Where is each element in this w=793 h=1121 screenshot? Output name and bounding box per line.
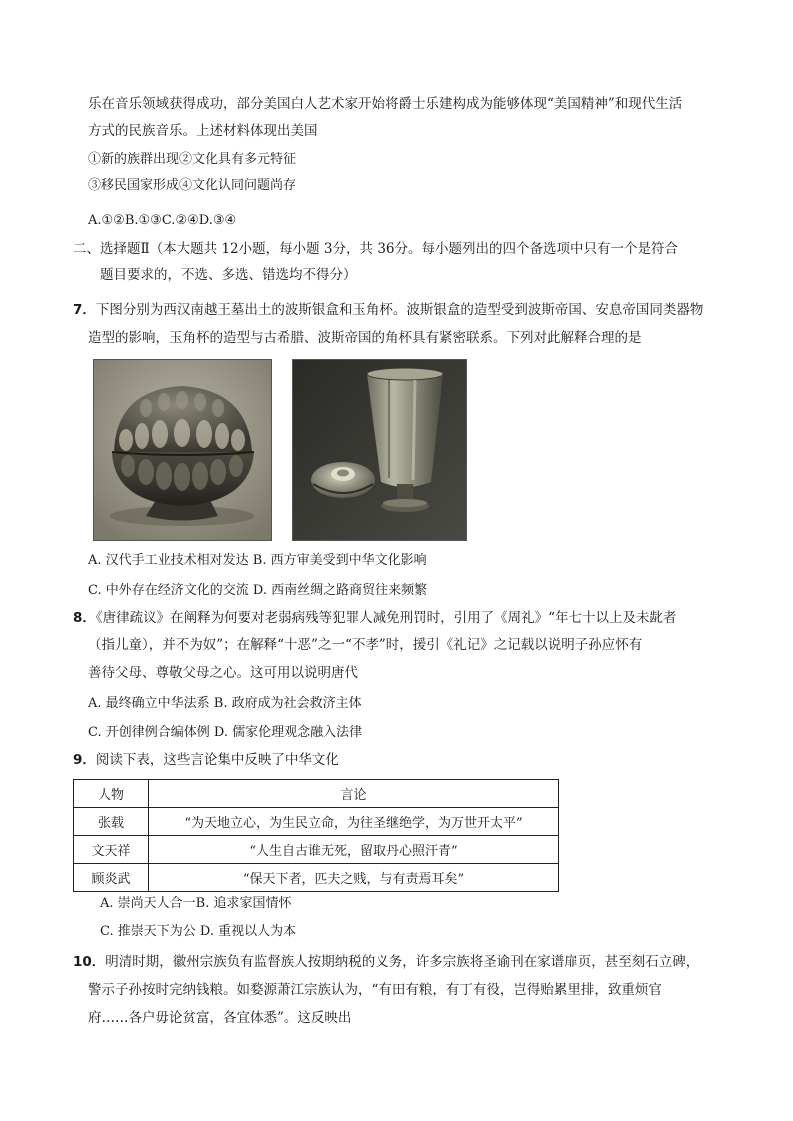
table-cell-quote: “人生自古谁无死，留取丹心照汗青” xyxy=(149,836,559,864)
table-row xyxy=(74,864,559,892)
q8-options-line-2: C. 开创律例合编体例 D. 儒家伦理观念融入法律 xyxy=(88,725,363,740)
table-cell-quote: “为天地立心，为生民立命，为往圣继绝学，为万世开太平” xyxy=(149,808,559,836)
q10-number: 10． xyxy=(73,954,106,970)
q6-text-line-1: 乐在音乐领域获得成功，部分美国白人艺术家开始将爵士乐建构成为能够体现“美国精神”和现代生活 xyxy=(88,96,683,112)
q6-options: A.①②B.①③C.②④D.③④ xyxy=(88,213,237,228)
q10-stem-text-1: 明清时期，徽州宗族负有监督族人按期纳税的义务，许多宗族将圣谕刊在家谱扉页，甚至刻石立碑， xyxy=(105,954,700,970)
q8-stem-line-2: （指儿童），并不为奴”；在解释“十恶”之一“不孝”时，援引《礼记》之记载以说明子孙应怀有 xyxy=(88,637,643,653)
q9-stem-text: 阅读下表，这些言论集中反映了中华文化 xyxy=(95,752,339,768)
table-header-person: 人物 xyxy=(74,780,149,808)
table-cell-person: 顾炎武 xyxy=(74,864,149,892)
table-cell-quote: “保天下者，匹夫之贱，与有责焉耳矣” xyxy=(149,864,559,892)
q7-options-line-1: A. 汉代手工业技术相对发达 B. 西方审美受到中华文化影响 xyxy=(88,553,427,568)
q7-stem-text-1: 下图分别为西汉南越王墓出土的波斯银盒和玉角杯。波斯银盒的造型受到波斯帝国、安息帝国同类器物 xyxy=(95,302,704,318)
q8-stem-text-1: 《唐律疏议》在阐释为何要对老弱病残等犯罪人减免刑罚时，引用了《周礼》“年七十以上及未龀者 xyxy=(95,610,677,626)
q6-items-line-1: ①新的族群出现②文化具有多元特征 xyxy=(88,152,297,167)
q7-stem-line-2: 造型的影响，玉角杯的造型与古希腊、波斯帝国的角杯具有紧密联系。下列对此解释合理的是 xyxy=(88,330,642,346)
q9-table xyxy=(73,779,559,892)
jade-horn-cup-image xyxy=(292,359,467,541)
table-cell-person: 文天祥 xyxy=(74,836,149,864)
q7-number: 7． xyxy=(73,302,96,318)
q9-options-line-1: A. 崇尚天人合一B. 追求家国情怀 xyxy=(100,896,292,911)
table-header-row xyxy=(74,780,559,808)
q9-stem xyxy=(73,750,339,770)
table-row xyxy=(74,808,559,836)
table-cell-person: 张载 xyxy=(74,808,149,836)
q7-options-line-2: C. 中外存在经济文化的交流 D. 西南丝绸之路商贸往来频繁 xyxy=(88,583,428,598)
table-header-quote: 言论 xyxy=(149,780,559,808)
table-row xyxy=(74,836,559,864)
q8-options-line-1: A. 最终确立中华法系 B. 政府成为社会救济主体 xyxy=(88,696,362,711)
q9-number: 9． xyxy=(73,752,96,768)
q8-number: 8． xyxy=(73,610,96,626)
q7-stem-line-1 xyxy=(73,300,703,320)
q10-stem-line-2: 警示子孙按时完纳钱粮。如婺源萧江宗族认为，“有田有粮，有丁有役，岂得贻累里排，致重烦官 xyxy=(88,982,662,998)
q9-options-line-2: C. 推崇天下为公 D. 重视以人为本 xyxy=(100,924,297,939)
q8-stem-line-3: 善待父母、尊敬父母之心。这可用以说明唐代 xyxy=(88,665,358,681)
persian-silver-box-image xyxy=(93,359,272,541)
q10-stem-line-3: 府……各户毋论贫富，各宜体悉”。这反映出 xyxy=(88,1010,352,1026)
section-2-heading-cont: 题目要求的，不选、多选、错选均不得分） xyxy=(100,267,357,283)
section-2-heading: 二、选择题Ⅱ（本大题共 12小题，每小题 3分，共 36分。每小题列出的四个备选项中只有一个是符合 xyxy=(73,241,678,257)
q10-stem-line-1 xyxy=(73,952,699,972)
q6-text-line-2: 方式的民族音乐。上述材料体现出美国 xyxy=(88,123,318,139)
q8-stem-line-1 xyxy=(73,608,677,628)
q6-items-line-2: ③移民国家形成④文化认同问题尚存 xyxy=(88,178,297,193)
